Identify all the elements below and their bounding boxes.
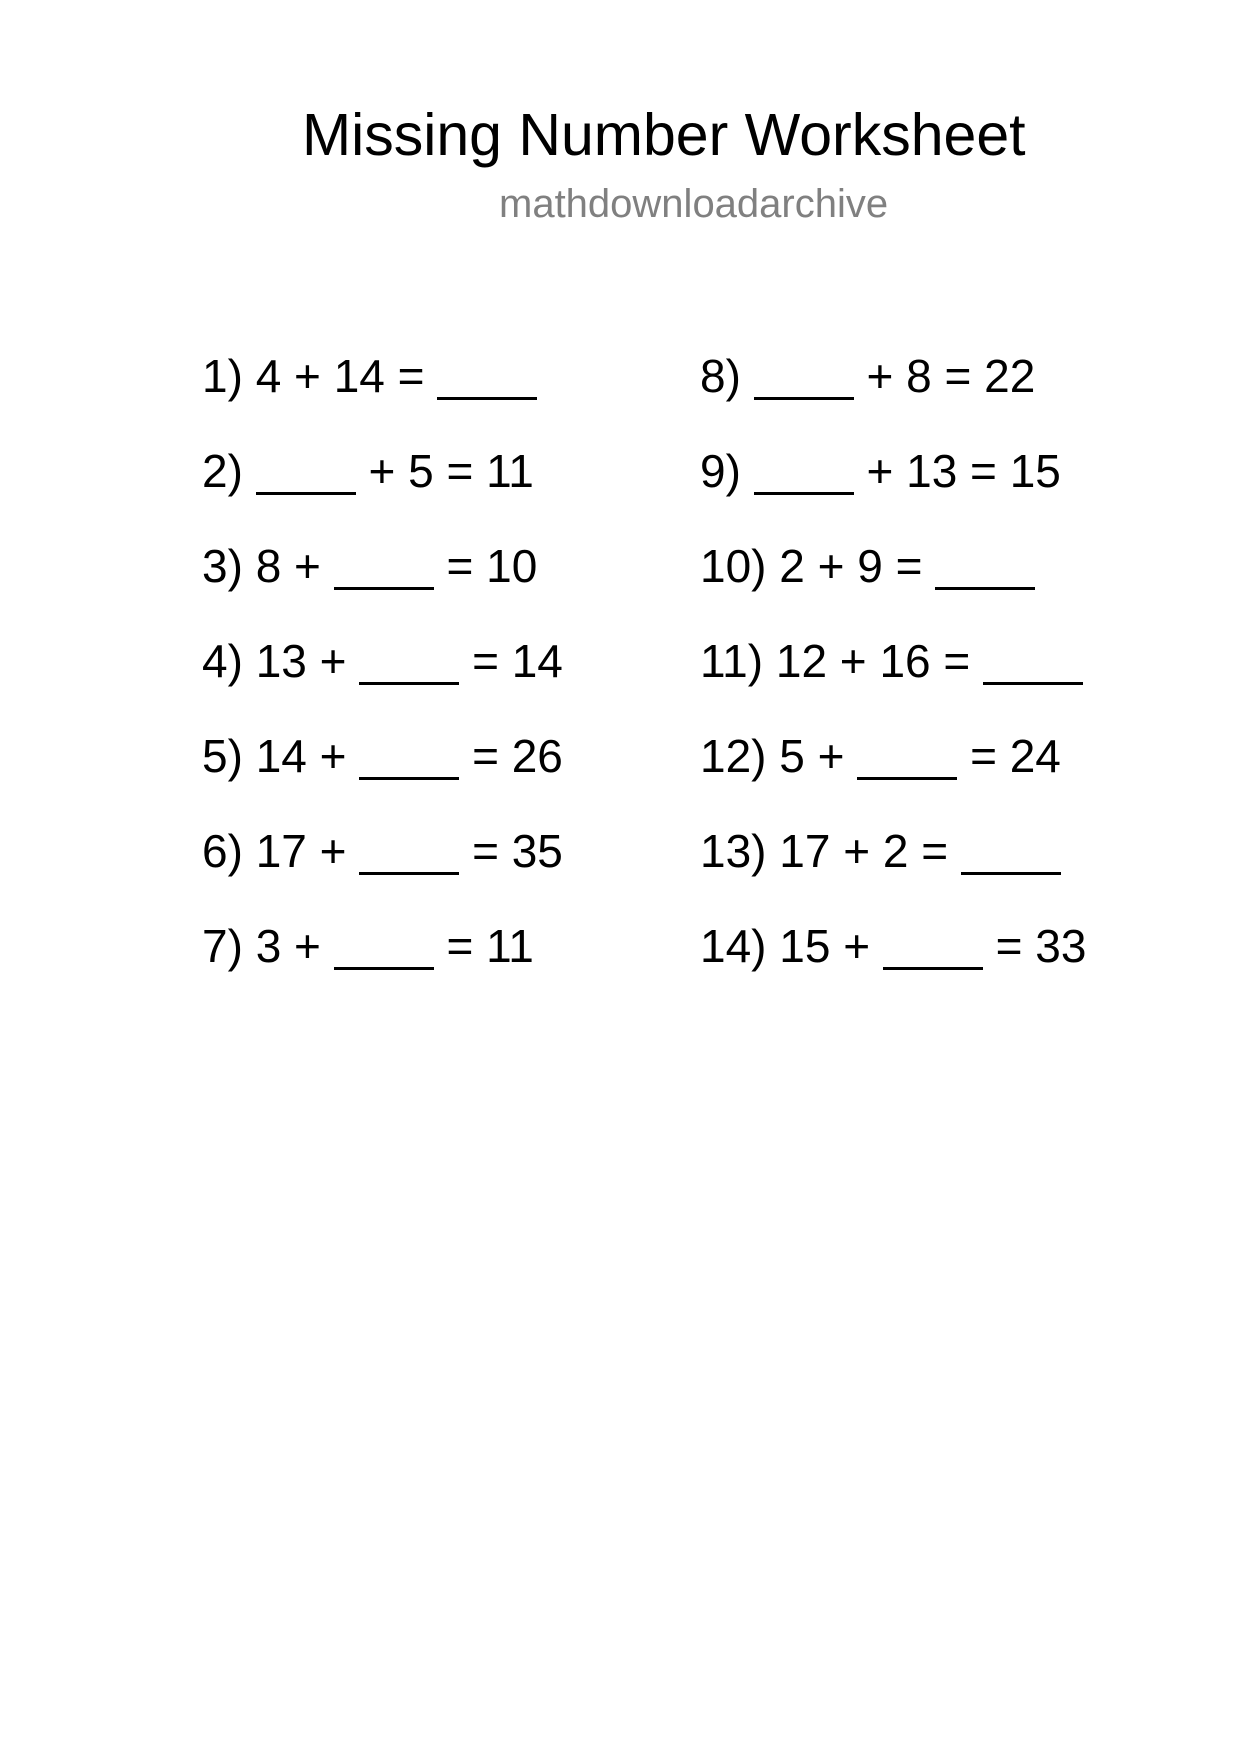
problem-prefix: 5 + (779, 730, 845, 782)
problem-suffix: = 35 (472, 825, 563, 877)
problem-9 (700, 443, 1061, 499)
problem-suffix: = 24 (970, 730, 1061, 782)
problem-number: 3) (202, 540, 243, 592)
problem-number: 9) (700, 445, 741, 497)
answer-blank[interactable] (359, 736, 459, 780)
problem-number: 8) (700, 350, 741, 402)
problem-prefix: 12 + 16 = (775, 635, 971, 687)
answer-blank[interactable] (883, 926, 983, 970)
problem-8 (700, 348, 1035, 404)
problem-prefix: 17 + (255, 825, 347, 877)
answer-blank[interactable] (857, 736, 957, 780)
problem-4 (202, 633, 563, 689)
problem-suffix: = 10 (446, 540, 538, 592)
problem-number: 10) (700, 540, 767, 592)
problem-suffix: = 11 (446, 920, 534, 972)
problem-3 (202, 538, 537, 594)
problem-10 (700, 538, 1035, 594)
problem-suffix: = 14 (472, 635, 563, 687)
problem-suffix: = 33 (995, 920, 1087, 972)
problem-2 (202, 443, 534, 499)
answer-blank[interactable] (359, 831, 459, 875)
worksheet-subtitle: mathdownloadarchive (499, 182, 889, 226)
problem-13 (700, 823, 1061, 879)
problem-14 (700, 918, 1086, 974)
problem-number: 2) (202, 445, 243, 497)
answer-blank[interactable] (754, 451, 854, 495)
problem-5 (202, 728, 563, 784)
problem-prefix: 17 + 2 = (779, 825, 949, 877)
problem-prefix: 15 + (779, 920, 871, 972)
answer-blank[interactable] (256, 451, 356, 495)
problem-prefix: 13 + (255, 635, 347, 687)
problem-prefix: 14 + (255, 730, 347, 782)
problem-12 (700, 728, 1061, 784)
problem-7 (202, 918, 534, 974)
answer-blank[interactable] (754, 356, 854, 400)
problem-number: 7) (202, 920, 243, 972)
answer-blank[interactable] (935, 546, 1035, 590)
answer-blank[interactable] (334, 926, 434, 970)
problem-number: 1) (202, 350, 243, 402)
problem-suffix: = 26 (472, 730, 563, 782)
problem-number: 11) (700, 635, 764, 687)
problem-prefix: 2 + 9 = (779, 540, 923, 592)
problem-11 (700, 633, 1083, 689)
problem-suffix: + 13 = 15 (866, 445, 1061, 497)
problem-number: 12) (700, 730, 767, 782)
problem-suffix: + 8 = 22 (866, 350, 1036, 402)
answer-blank[interactable] (359, 641, 459, 685)
problem-number: 6) (202, 825, 243, 877)
answer-blank[interactable] (334, 546, 434, 590)
problem-number: 5) (202, 730, 243, 782)
problem-prefix: 8 + (255, 540, 321, 592)
answer-blank[interactable] (961, 831, 1061, 875)
answer-blank[interactable] (983, 641, 1083, 685)
problem-number: 4) (202, 635, 243, 687)
worksheet-title: Missing Number Worksheet (302, 102, 1026, 168)
problem-1 (202, 348, 537, 404)
problem-number: 14) (700, 920, 767, 972)
problem-prefix: 3 + (255, 920, 321, 972)
problem-6 (202, 823, 563, 879)
problem-suffix: + 5 = 11 (368, 445, 534, 497)
answer-blank[interactable] (437, 356, 537, 400)
problem-prefix: 4 + 14 = (255, 350, 425, 402)
problem-number: 13) (700, 825, 767, 877)
